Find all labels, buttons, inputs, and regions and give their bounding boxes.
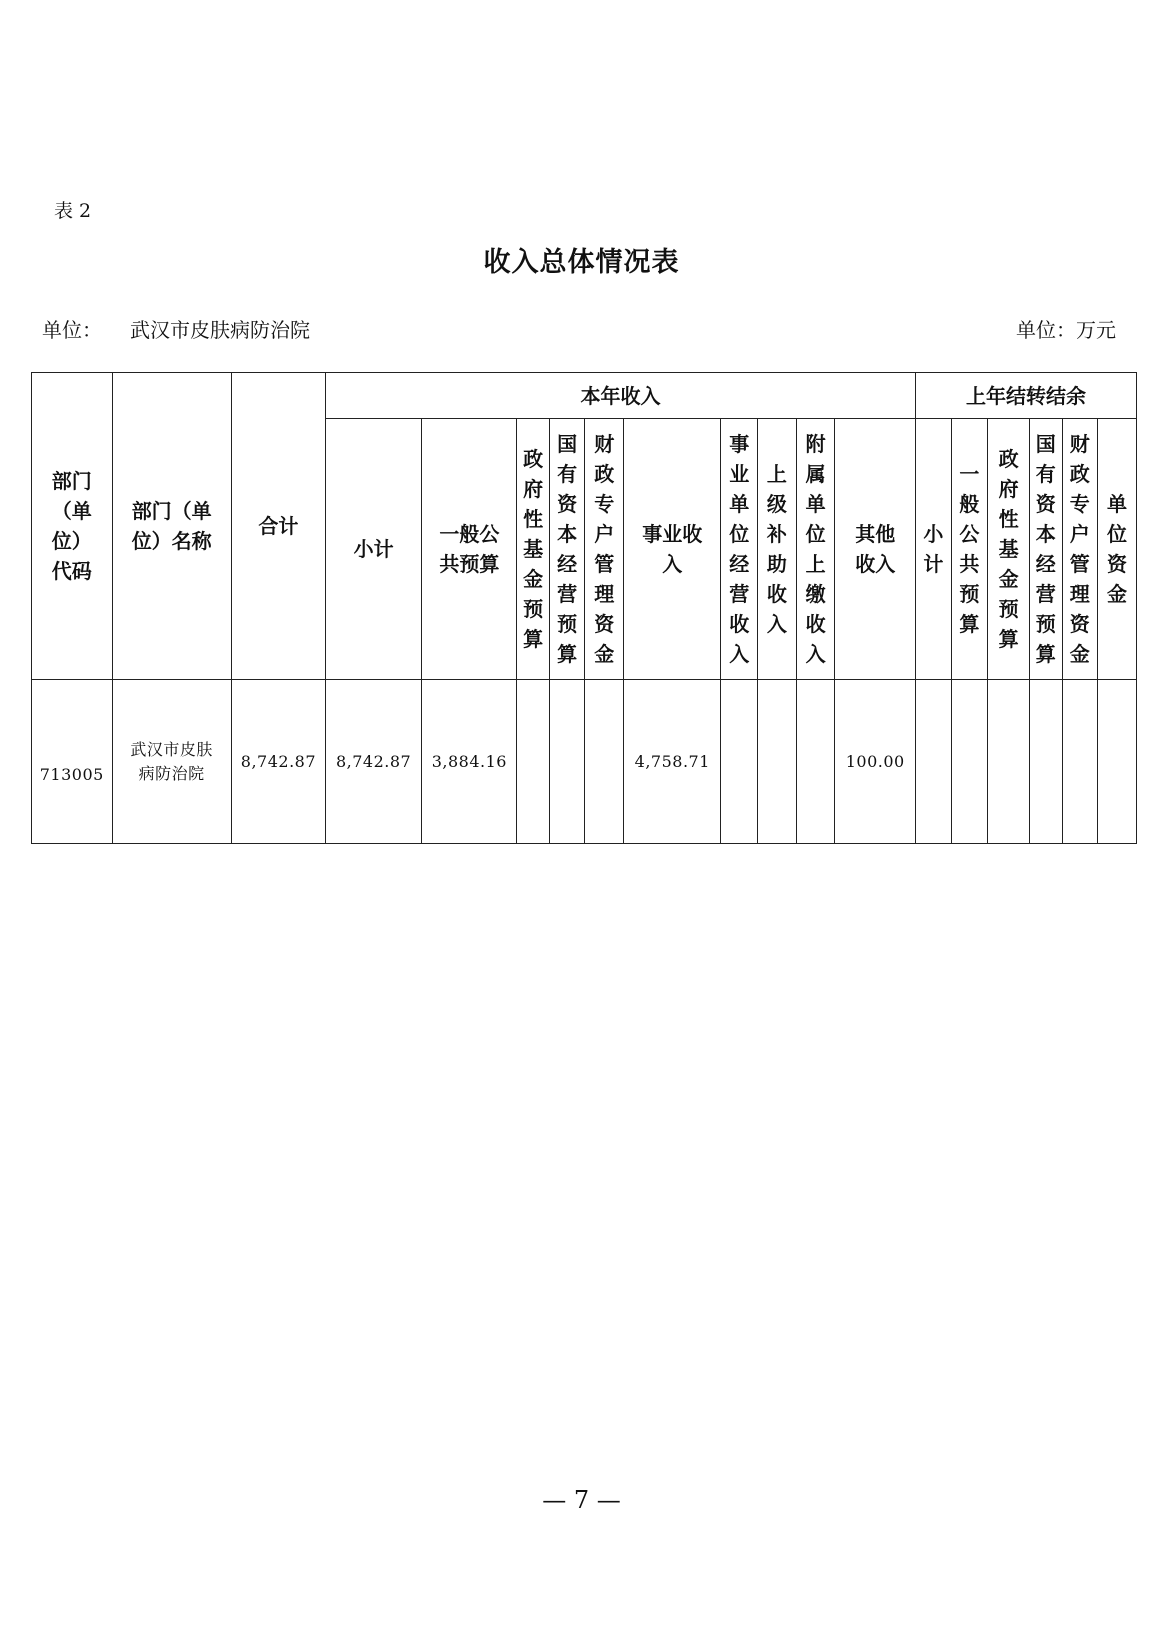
page-title: 收入总体情况表 <box>483 247 680 278</box>
cell-code: 713005 <box>32 680 113 844</box>
header-cy-affiliated-biz: 事业单位经营收入 <box>721 419 758 680</box>
header-py-subtotal: 小计 <box>916 419 952 680</box>
cell-py-special <box>1062 680 1098 844</box>
header-cy-general: 一般公共预算 <box>422 419 517 680</box>
cell-cy-affiliated-biz <box>721 680 758 844</box>
header-py-gov-fund: 政府性基金预算 <box>988 419 1030 680</box>
cell-cy-state-capital <box>549 680 585 844</box>
header-total: 合计 <box>231 373 325 680</box>
header-cy-business: 事业收入 <box>624 419 721 680</box>
cell-cy-gov-fund <box>517 680 549 844</box>
unit-name <box>42 314 310 343</box>
currency-unit: 单位：万元 <box>1016 318 1116 342</box>
table-row <box>32 680 1137 844</box>
cell-name: 武汉市皮肤病防治院 <box>112 680 231 844</box>
unit-label: 单位： <box>42 318 102 342</box>
cell-cy-special <box>585 680 624 844</box>
cell-cy-general: 3,884.16 <box>422 680 517 844</box>
cell-py-gov-fund <box>988 680 1030 844</box>
unit-value: 武汉市皮肤病防治院 <box>130 318 310 342</box>
cell-cy-other: 100.00 <box>835 680 916 844</box>
header-py-unit-funds: 单位资金 <box>1098 419 1137 680</box>
header-prev-year: 上年结转结余 <box>916 373 1137 419</box>
header-cy-special: 财政专户管理资金 <box>585 419 624 680</box>
cell-py-general <box>951 680 988 844</box>
header-cy-subordinate-payment: 附属单位上缴收入 <box>796 419 835 680</box>
header-current-year: 本年收入 <box>325 373 915 419</box>
header-cy-superior-subsidy: 上级补助收入 <box>758 419 797 680</box>
income-table <box>31 372 1137 844</box>
header-py-state-capital: 国有资本经营预算 <box>1030 419 1062 680</box>
header-cy-subtotal: 小计 <box>325 419 421 680</box>
header-cy-state-capital: 国有资本经营预算 <box>549 419 585 680</box>
header-py-general: 一般公共预算 <box>951 419 988 680</box>
cell-cy-subordinate-payment <box>796 680 835 844</box>
cell-py-unit-funds <box>1098 680 1137 844</box>
cell-py-subtotal <box>916 680 952 844</box>
cell-cy-business: 4,758.71 <box>624 680 721 844</box>
page-number: — 7 — <box>542 1486 621 1514</box>
header-cy-other: 其他收入 <box>835 419 916 680</box>
cell-cy-superior-subsidy <box>758 680 797 844</box>
table-number: 表 2 <box>54 200 92 222</box>
cell-py-state-capital <box>1030 680 1062 844</box>
cell-total: 8,742.87 <box>231 680 325 844</box>
header-py-special: 财政专户管理资金 <box>1062 419 1098 680</box>
header-cy-gov-fund: 政府性基金预算 <box>517 419 549 680</box>
header-dept-code: 部门（单位）代码 <box>32 373 113 680</box>
header-dept-name: 部门（单位）名称 <box>112 373 231 680</box>
cell-cy-subtotal: 8,742.87 <box>325 680 421 844</box>
